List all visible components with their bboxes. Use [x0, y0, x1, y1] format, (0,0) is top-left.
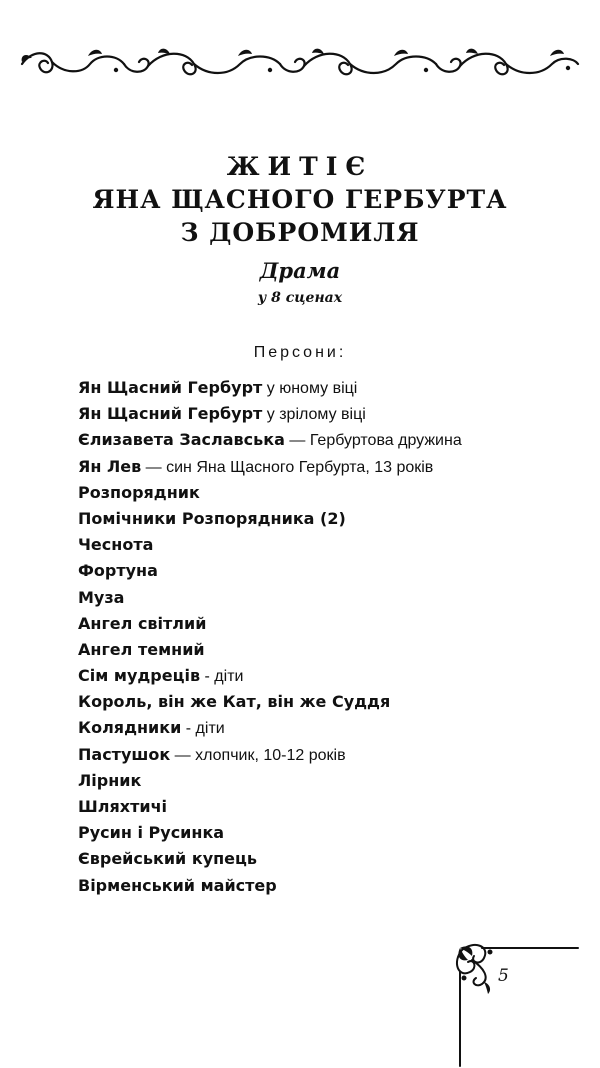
cast-item — [78, 506, 578, 532]
cast-item — [78, 558, 578, 584]
cast-name: Ян Щасний Гербурт — [78, 378, 263, 397]
page-number: 5 — [498, 966, 509, 986]
cast-name: Помічники Розпорядника (2) — [78, 508, 346, 528]
cast-name: Чеснота — [78, 535, 154, 555]
play-title — [0, 150, 600, 249]
cast-name: Король, він же Кат, він же Суддя — [78, 692, 391, 712]
cast-desc: — син Яна Щасного Гербурта, 13 років — [141, 458, 434, 476]
cast-item — [78, 689, 578, 715]
title-line-2: ЯНА ЩАСНОГО ГЕРБУРТА — [92, 185, 508, 214]
cast-name: Сім мудреців — [78, 666, 201, 686]
cast-list — [78, 375, 578, 899]
cast-name: Ян Щасний Гербурт — [78, 404, 263, 424]
cast-name: Фортуна — [78, 561, 158, 581]
cast-desc: — хлопчик, 10-12 років — [170, 746, 346, 764]
cast-item — [78, 715, 578, 741]
personae-heading: Персони: — [253, 344, 347, 361]
cast-desc: - діти — [200, 668, 244, 686]
cast-item — [78, 663, 578, 689]
cast-item — [78, 480, 578, 506]
cast-item — [78, 375, 578, 401]
cast-desc: у юному віці — [262, 380, 358, 397]
cast-name: Шляхтичі — [78, 797, 168, 816]
genre-subtitle: у 8 сценах — [257, 290, 343, 306]
cast-name: Ангел світлий — [78, 613, 207, 633]
cast-item — [78, 532, 578, 558]
cast-desc: - діти — [181, 720, 225, 738]
corner-flourish-ornament-icon — [450, 938, 580, 1068]
cast-name: Муза — [78, 587, 125, 607]
cast-name: Єлизавета Заславська — [78, 430, 285, 450]
cast-name: Ангел темний — [78, 639, 205, 659]
cast-item — [78, 427, 578, 453]
cast-name: Вірменський майстер — [78, 875, 277, 895]
cast-item — [78, 873, 578, 899]
cast-desc: — Гербуртова дружина — [284, 432, 462, 450]
cast-name: Русин і Русинка — [78, 823, 225, 843]
cast-item — [78, 846, 578, 872]
cast-item — [78, 794, 578, 820]
cast-name: Єврейський купець — [78, 849, 258, 869]
cast-item — [78, 637, 578, 663]
cast-desc: у зрілому віці — [262, 406, 366, 424]
cast-item — [78, 585, 578, 611]
cast-item — [78, 742, 578, 768]
cast-name: Лірник — [78, 770, 142, 790]
title-line-3: З ДОБРОМИЛЯ — [180, 218, 420, 247]
cast-item — [78, 454, 578, 480]
cast-name: Пастушок — [78, 744, 171, 764]
cast-name: Розпорядник — [78, 482, 200, 502]
cast-item — [78, 611, 578, 637]
cast-name: Колядники — [78, 718, 182, 738]
cast-item — [78, 820, 578, 846]
genre: Драма — [259, 258, 341, 283]
scroll-border-ornament-icon — [18, 44, 582, 84]
title-line-1: ЖИТІЄ — [226, 152, 374, 181]
cast-item — [78, 768, 578, 794]
cast-item — [78, 401, 578, 427]
cast-name: Ян Лев — [78, 456, 142, 476]
